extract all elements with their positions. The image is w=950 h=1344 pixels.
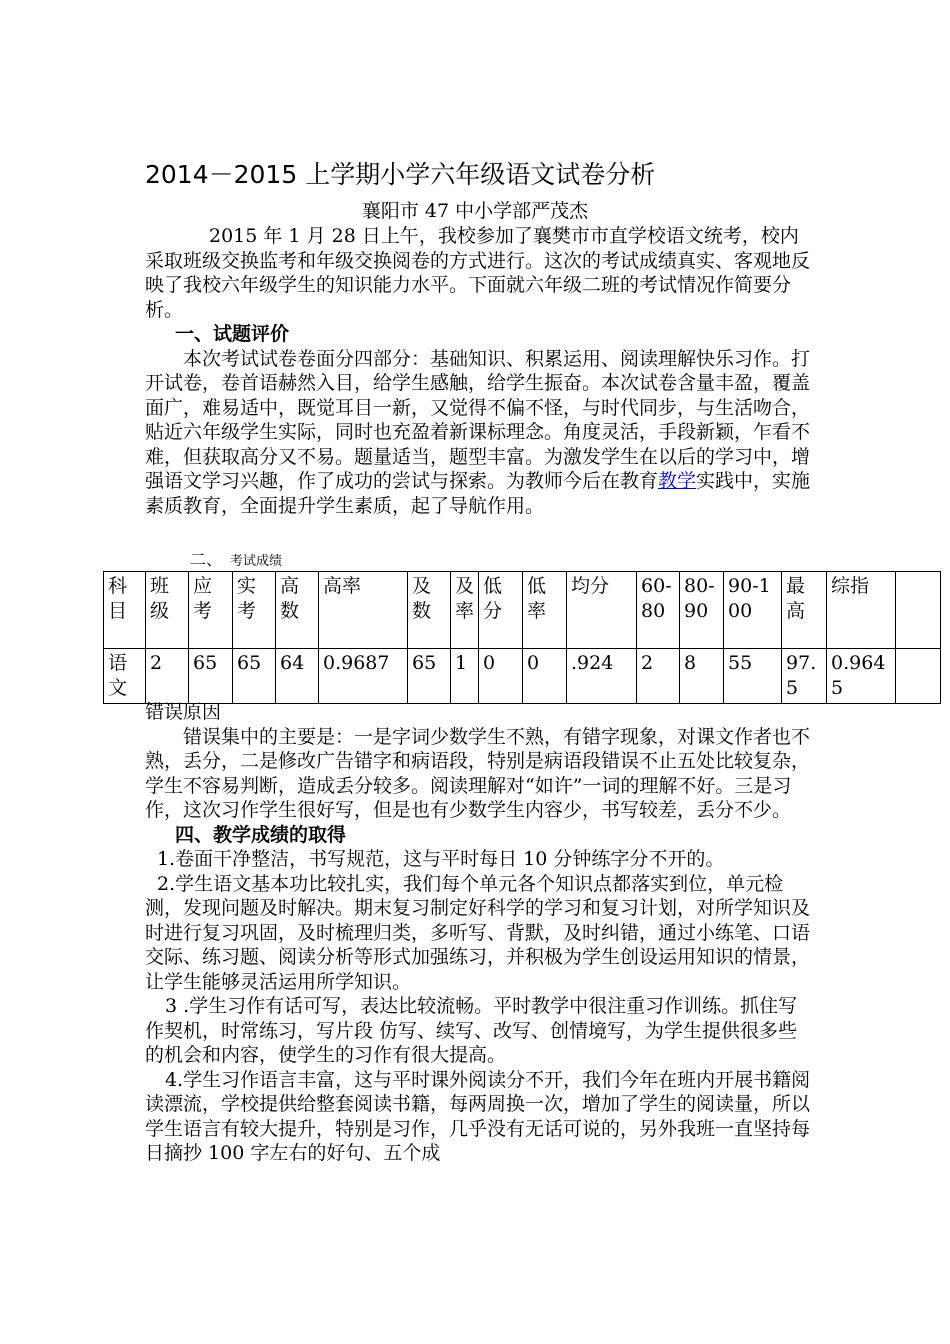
table-header-cell: 最高	[782, 572, 827, 649]
table-cell: 97.5	[782, 649, 827, 704]
document-title: 2014－2015 上学期小学六年级语文试卷分析	[145, 160, 656, 189]
teaching-link[interactable]: 教学	[658, 470, 697, 492]
table-header-row	[104, 572, 941, 649]
scores-table	[103, 571, 941, 704]
table-header-cell: 60-80	[637, 572, 680, 649]
section4-item-3: 3 .学生习作有话可写，表达比较流畅。平时教学中很注重习作训练。抓住写作契机，时常练习，写片段 仿写、续写、改写、创情境写，为学生提供很多些的机会和内容，使学生的习作有很大提高。	[145, 995, 798, 1066]
table-cell: .924	[567, 649, 637, 704]
table-cell: 2	[637, 649, 680, 704]
table-cell: 65	[189, 649, 233, 704]
table-header-cell: 高率	[319, 572, 408, 649]
section1-paragraph	[145, 347, 815, 519]
section2-number: 二、	[190, 550, 223, 569]
table-cell: 0	[523, 649, 567, 704]
table-cell: 0.9645	[827, 649, 896, 704]
section3-paragraph: 错误集中的主要是：一是字词少数学生不熟，有错字现象，对课文作者也不熟，丢分，二是修改广告错字和病语段，特别是病语段错误不止五处比较复杂，学生不容易判断，造成丢分较多。阅读理解对“如许”一词的理解不好。三是习作，这次习作学生很好写，但是也有少数学生内容少，书写较差，丢分不少。	[145, 725, 811, 821]
section2-title: 考试成绩	[230, 554, 283, 569]
table-cell: 语文	[104, 649, 146, 704]
table-header-cell: 80-90	[680, 572, 724, 649]
table-header-cell: 及数	[408, 572, 451, 649]
table-cell: 65	[408, 649, 451, 704]
table-header-cell: 综指	[827, 572, 896, 649]
section4-item-1: 1.卷面干净整洁，书写规范，这与平时每日 10 分钟练字分不开的。	[157, 848, 725, 870]
table-header-cell: 90-100	[724, 572, 782, 649]
section1-text-before: 本次考试试卷卷面分四部分：基础知识、积累运用、阅读理解快乐习作。打开试卷，卷首语赫然入目，给学生感触，给学生振奋。本次试卷含量丰盈，覆盖面广，难易适中，既觉耳目一新，又觉得不偏不怪，与时代同步，与生活吻合，贴近六年级学生实际，同时也充盈着新课标理念。角度灵活，手段新颖，乍看不难，但获取高分又不易。题量适当，题型丰富。为激发学生在以后的学习中，增强语文学习兴趣，作了成功的尝试与探索。为教师今后在教育	[145, 347, 811, 492]
section3-heading: 错误原因	[145, 701, 222, 723]
table-row	[104, 649, 941, 704]
table-header-cell	[896, 572, 941, 649]
table-cell: 8	[680, 649, 724, 704]
table-cell: 0	[479, 649, 523, 704]
table-header-cell: 低分	[479, 572, 523, 649]
table-cell: 55	[724, 649, 782, 704]
body-section	[145, 700, 815, 1166]
table-header-cell: 高数	[276, 572, 319, 649]
table-header-cell: 科目	[104, 572, 146, 649]
section4-item-4: 4.学生习作语言丰富，这与平时课外阅读分不开，我们今年在班内开展书籍阅读漂流，学校提供给整套阅读书籍，每两周换一次，增加了学生的阅读量，所以学生语言有较大提升，特别是习作，几乎没有无话可说的，另外我班一直坚持每日摘抄 100 字左右的好句、五个成	[145, 1068, 811, 1164]
table-cell: 0.9687	[319, 649, 408, 704]
table-cell: 1	[451, 649, 479, 704]
table-header-cell: 均分	[567, 572, 637, 649]
section4-item-2: 2.学生语文基本功比较扎实，我们每个单元各个知识点都落实到位，单元检测，发现问题及时解决。期末复习制定好科学的学习和复习计划，对所学知识及时进行复习巩固，及时梳理归类，多听写、背默，及时纠错，通过小练笔、口语交际、练习题、阅读分析等形式加强练习，并积极为学生创设运用知识的情景，让学生能够灵活运用所学知识。	[145, 872, 811, 993]
section2-heading	[190, 550, 282, 572]
section1-text-after: 实践中，实施素质教育，全面提升学生素质，起了导航作用。	[145, 470, 811, 517]
table-cell	[896, 649, 941, 704]
table-header-cell: 及率	[451, 572, 479, 649]
table-cell: 64	[276, 649, 319, 704]
section1-heading: 一、试题评价	[175, 323, 290, 345]
table-header-cell: 应考	[189, 572, 233, 649]
section4-heading: 四、教学成绩的取得	[175, 823, 347, 846]
table-cell: 2	[146, 649, 189, 704]
table-header-cell: 低率	[523, 572, 567, 649]
author-line: 襄阳市 47 中小学部严茂杰	[361, 200, 589, 222]
intro-section	[145, 224, 815, 518]
table-header-cell: 班级	[146, 572, 189, 649]
table-cell: 65	[233, 649, 276, 704]
table-header-cell: 实考	[233, 572, 276, 649]
intro-paragraph: 2015 年 1 月 28 日上午，我校参加了襄樊市市直学校语文统考，校内采取班级交换监考和年级交换阅卷的方式进行。这次的考试成绩真实、客观地反映了我校六年级学生的知识能力水平。下面就六年级二班的考试情况作简要分析。	[145, 225, 811, 321]
